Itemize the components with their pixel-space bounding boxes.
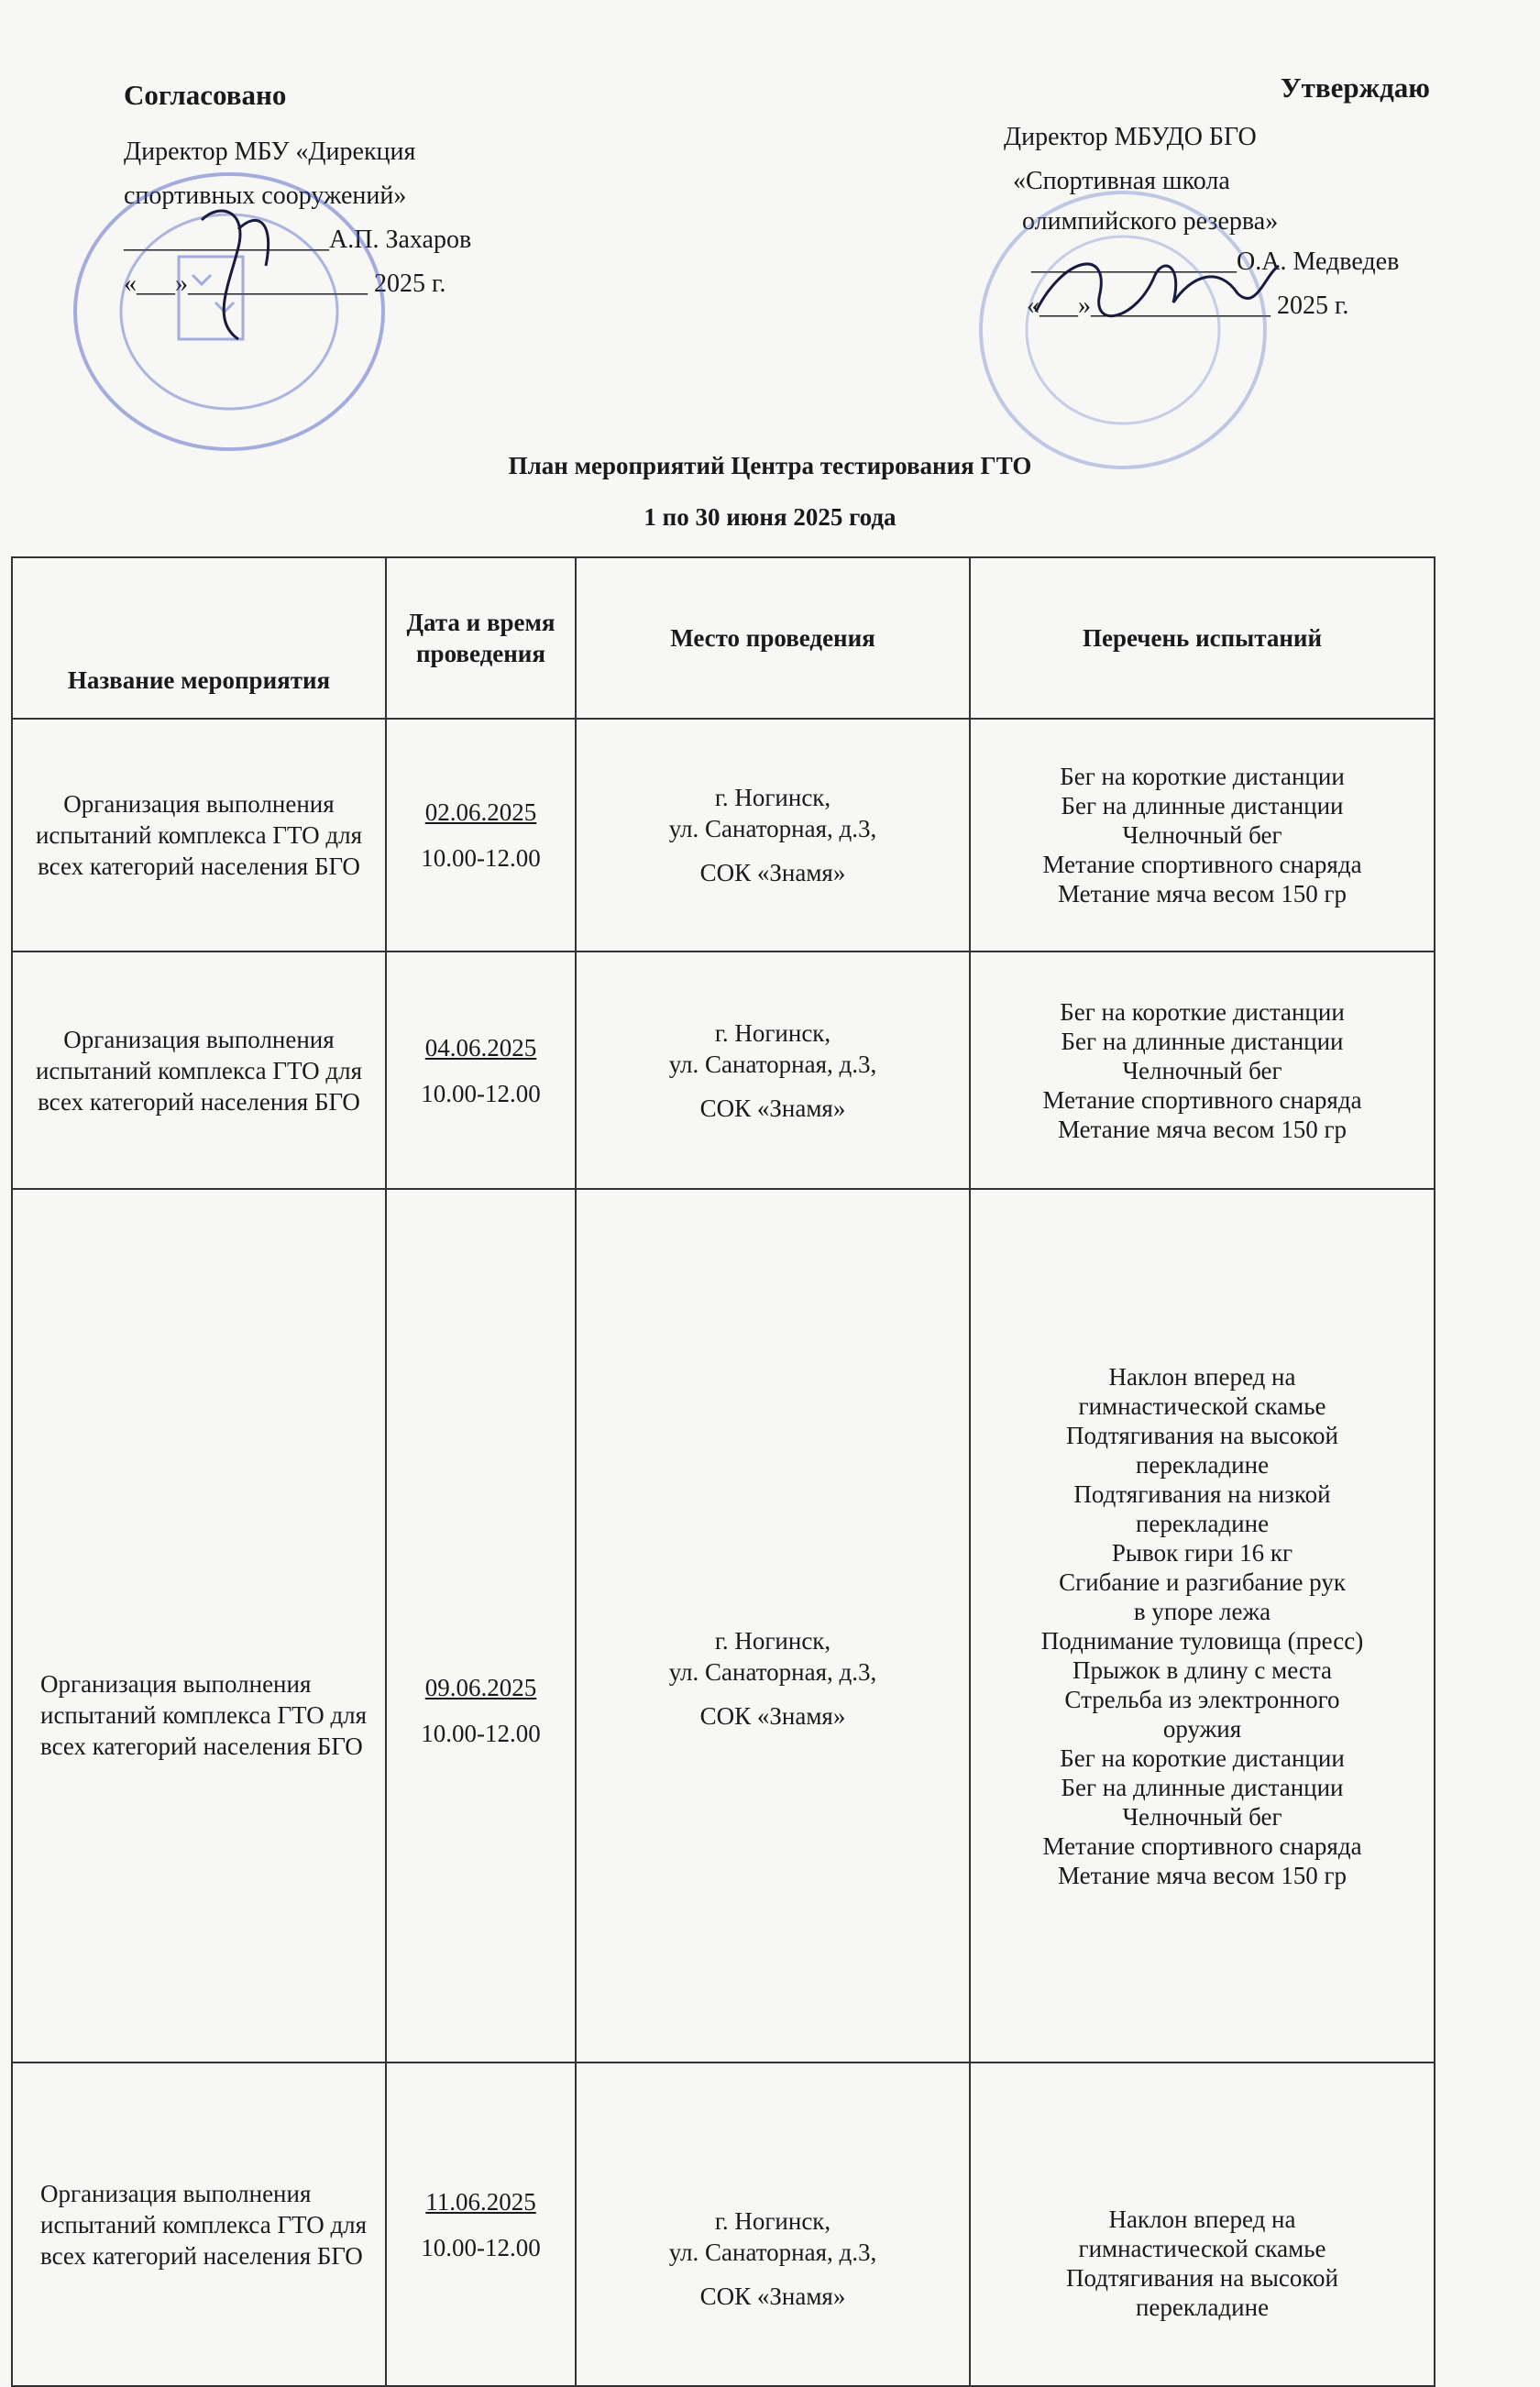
test-item: Подтягивания на высокой <box>1065 1421 1339 1449</box>
event-time: 10.00-12.00 <box>421 844 541 872</box>
approval-right-signer: ________________О.А. Медведев <box>1031 248 1400 276</box>
signature-right-icon <box>1027 238 1283 348</box>
test-item: Бег на короткие дистанции <box>1060 763 1345 790</box>
table-header-row <box>12 557 1435 719</box>
test-item: Поднимание туловища (пресс) <box>1040 1626 1364 1655</box>
approval-left-position-2: спортивных сооружений» <box>124 182 407 210</box>
test-item: оружия <box>1162 1714 1242 1743</box>
test-item: Подтягивания на высокой <box>1065 2263 1339 2292</box>
signature-left-icon <box>183 192 293 348</box>
header-tests: Перечень испытаний <box>970 557 1435 719</box>
test-item: Наклон вперед на <box>1108 2205 1296 2233</box>
document-heading <box>0 440 1540 543</box>
test-item: Прыжок в длину с места <box>1072 1656 1332 1684</box>
table-row <box>12 2062 1435 2386</box>
event-place <box>576 719 970 952</box>
test-item: перекладине <box>1135 1509 1270 1537</box>
event-datetime <box>386 1189 576 2062</box>
place-venue: СОК «Знамя» <box>699 859 846 886</box>
event-name: Организация выполнения испытаний комплекса ГТО для всех категорий населения БГО <box>12 952 386 1189</box>
event-tests <box>970 2062 1435 2386</box>
approval-right-title: Утверждаю <box>1280 72 1430 104</box>
test-item: Метание мяча весом 150 гр <box>1057 880 1348 908</box>
test-item: Метание спортивного снаряда <box>1042 1832 1362 1860</box>
approval-left-date: «___»______________ 2025 г. <box>124 270 446 298</box>
test-item: Сгибание и разгибание рук <box>1059 1568 1346 1596</box>
approval-right-position-3: олимпийского резерва» <box>1022 207 1279 236</box>
place-venue: СОК «Знамя» <box>699 1701 846 1730</box>
test-item: Челночный бег <box>1122 1802 1282 1831</box>
place-street: ул. Санаторная, д.3, <box>668 815 877 842</box>
event-name: Организация выполнения испытаний комплекса ГТО для всех категорий населения БГО <box>12 1189 386 2062</box>
event-datetime <box>386 719 576 952</box>
test-item: Бег на длинные дистанции <box>1061 1773 1344 1801</box>
test-item: гимнастической скамье <box>1078 1392 1326 1420</box>
test-item: Челночный бег <box>1122 821 1282 849</box>
header-name: Название мероприятия <box>12 557 386 719</box>
event-place <box>576 2062 970 2386</box>
approval-right-position-1: Директор МБУДО БГО <box>1004 123 1257 151</box>
test-item: Подтягивания на низкой <box>1073 1480 1331 1508</box>
approval-right-date: «___»______________ 2025 г. <box>1027 292 1349 320</box>
test-item: Бег на короткие дистанции <box>1060 997 1345 1026</box>
test-item: перекладине <box>1135 2293 1270 2321</box>
place-city: г. Ногинск, <box>714 784 831 811</box>
table-row <box>12 1189 1435 2062</box>
events-table <box>11 556 1436 2387</box>
test-item: Бег на длинные дистанции <box>1061 792 1344 820</box>
test-item: Метание спортивного снаряда <box>1042 851 1362 878</box>
test-item: Метание мяча весом 150 гр <box>1057 1861 1348 1889</box>
approval-left-title: Согласовано <box>124 79 287 111</box>
event-place <box>576 1189 970 2062</box>
place-city: г. Ногинск, <box>714 1018 831 1047</box>
event-tests <box>970 1189 1435 2062</box>
test-item: Метание спортивного снаряда <box>1042 1085 1362 1114</box>
test-item: Бег на длинные дистанции <box>1061 1027 1344 1055</box>
event-date: 04.06.2025 <box>424 1033 537 1062</box>
place-street: ул. Санаторная, д.3, <box>668 2238 877 2266</box>
event-date: 09.06.2025 <box>424 1673 537 1701</box>
test-item: Стрельба из электронного <box>1064 1685 1340 1713</box>
table-row <box>12 952 1435 1189</box>
table-row <box>12 719 1435 952</box>
event-tests <box>970 952 1435 1189</box>
approval-right-position-2: «Спортивная школа <box>1013 167 1230 195</box>
event-tests <box>970 719 1435 952</box>
event-date: 02.06.2025 <box>424 798 537 826</box>
test-item: в упоре лежа <box>1133 1597 1271 1625</box>
document-title: План мероприятий Центра тестирования ГТО <box>508 452 1032 479</box>
place-city: г. Ногинск, <box>714 2206 831 2235</box>
event-place <box>576 952 970 1189</box>
test-item: Челночный бег <box>1122 1056 1282 1084</box>
event-time: 10.00-12.00 <box>421 1079 541 1107</box>
document-subtitle: 1 по 30 июня 2025 года <box>644 503 896 531</box>
event-name: Организация выполнения испытаний комплекса ГТО для всех категорий населения БГО <box>12 2062 386 2386</box>
test-item: Рывок гири 16 кг <box>1111 1538 1293 1567</box>
header-place: Место проведения <box>576 557 970 719</box>
event-date: 11.06.2025 <box>425 2187 536 2216</box>
event-time: 10.00-12.00 <box>421 2233 541 2261</box>
place-venue: СОК «Знамя» <box>699 2282 846 2310</box>
test-item: Наклон вперед на <box>1108 1362 1296 1391</box>
test-item: Бег на короткие дистанции <box>1060 1744 1345 1772</box>
event-datetime <box>386 952 576 1189</box>
approval-left-signer: ________________А.П. Захаров <box>124 226 472 254</box>
header-datetime: Дата и время проведения <box>386 557 576 719</box>
event-time: 10.00-12.00 <box>421 1719 541 1747</box>
approval-left-position-1: Директор МБУ «Дирекция <box>124 138 416 166</box>
test-item: гимнастической скамье <box>1078 2234 1326 2262</box>
place-city: г. Ногинск, <box>714 1626 831 1655</box>
test-item: перекладине <box>1135 1450 1270 1479</box>
place-street: ул. Санаторная, д.3, <box>668 1657 877 1686</box>
event-name: Организация выполнения испытаний комплекса ГТО для всех категорий населения БГО <box>12 719 386 952</box>
place-venue: СОК «Знамя» <box>699 1094 846 1122</box>
place-street: ул. Санаторная, д.3, <box>668 1050 877 1078</box>
event-datetime <box>386 2062 576 2386</box>
test-item: Метание мяча весом 150 гр <box>1057 1115 1348 1143</box>
